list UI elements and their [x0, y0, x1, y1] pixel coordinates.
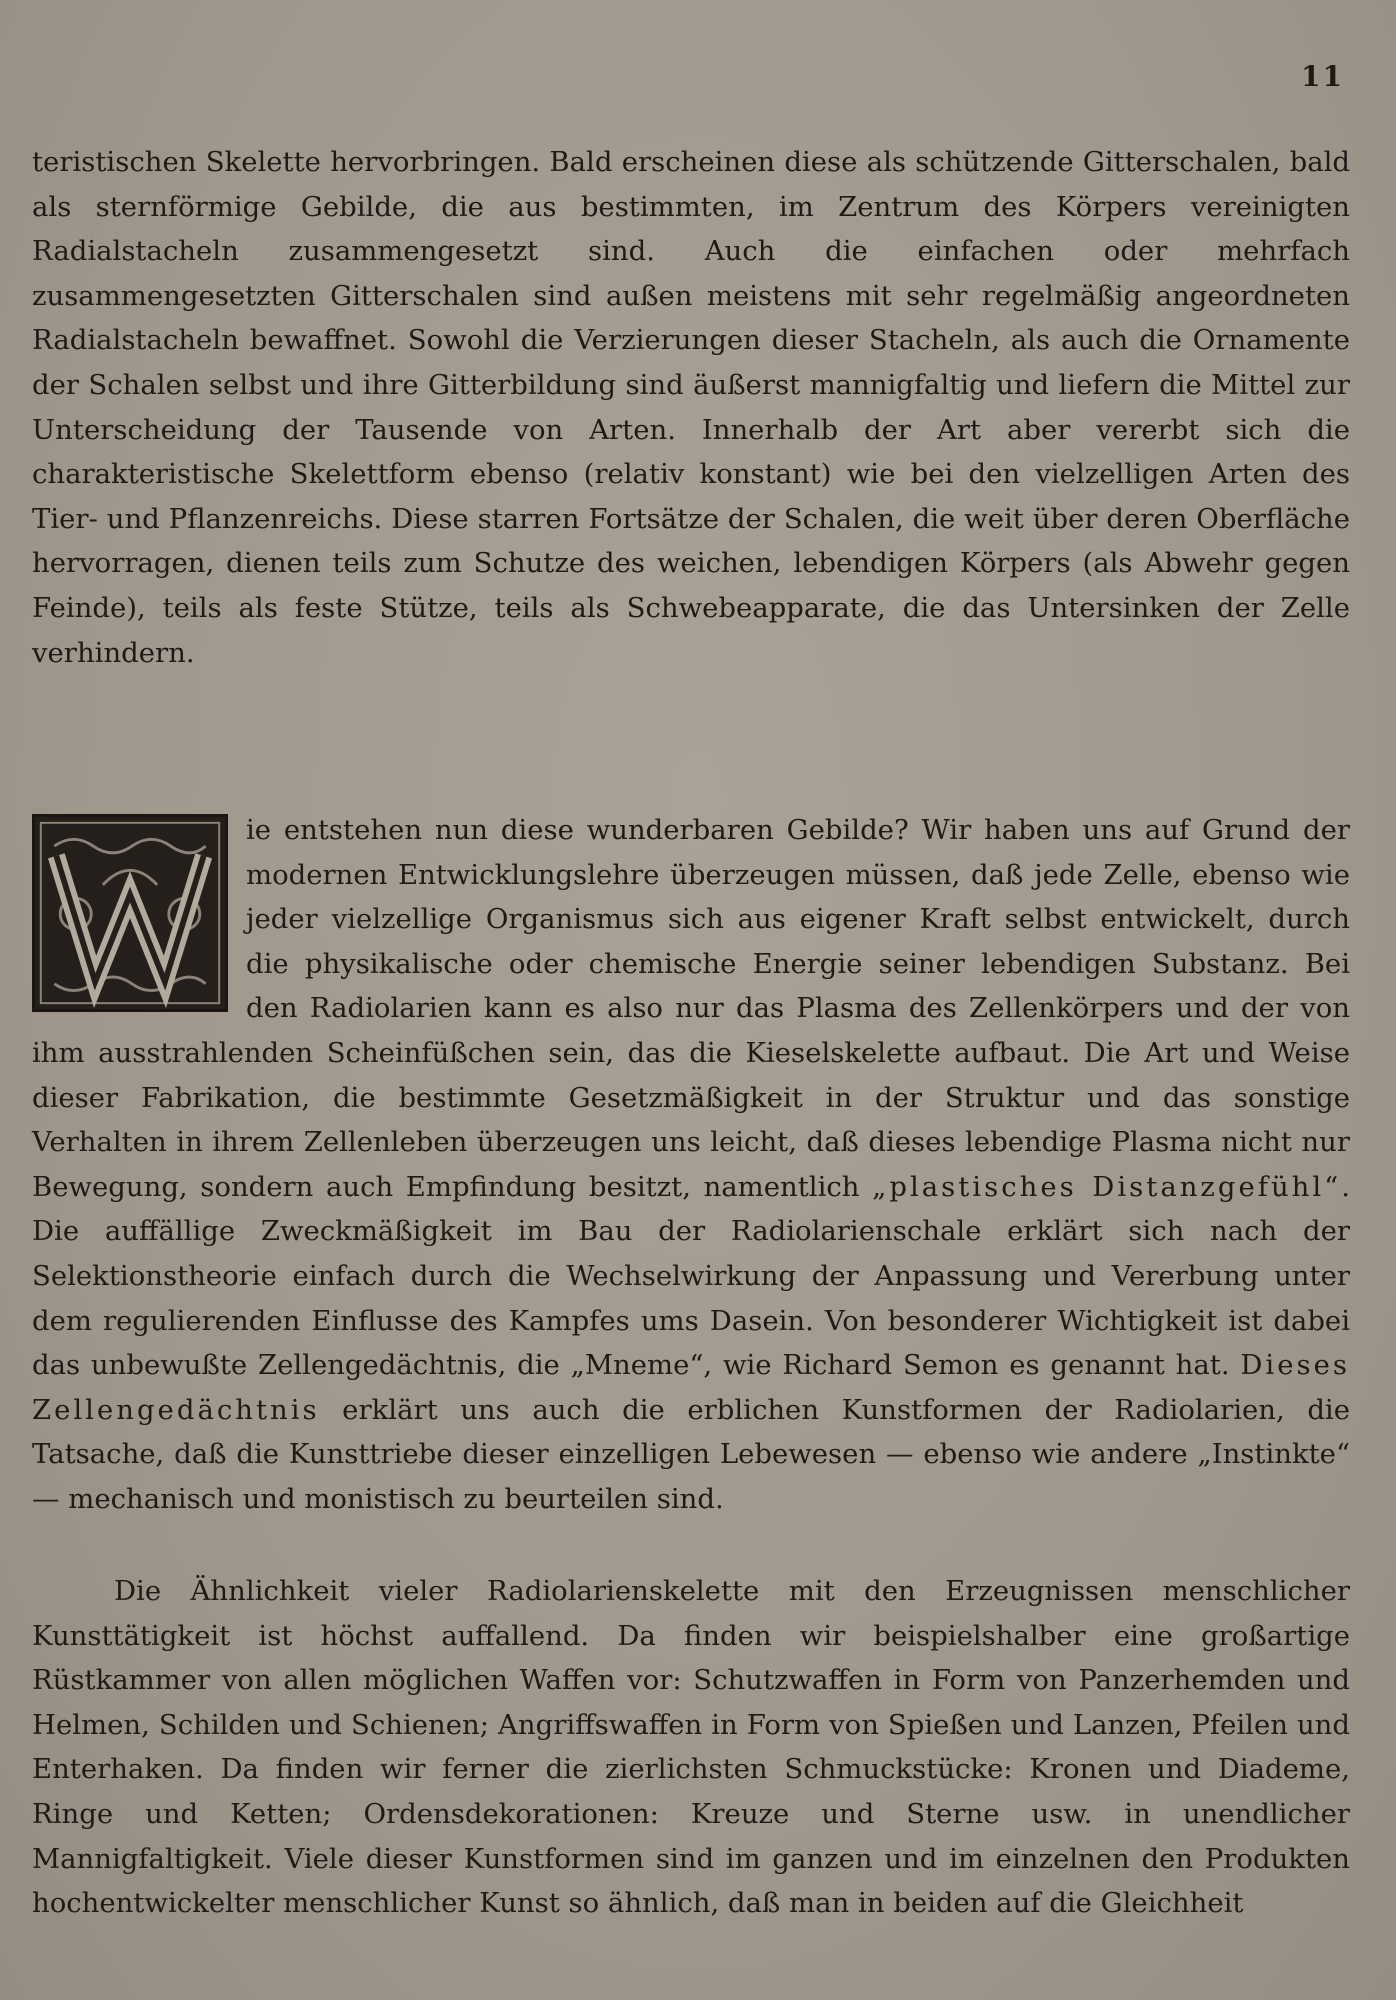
- paragraph-3-text: Die Ähnlichkeit vieler Radiolarienskelette mit den Erzeugnissen menschlicher Kunsttätigkeit ist höchst auffallend. Da finden wir beispielshalber eine großartige Rüstkammer von allen möglichen Waffen vor: Schutzwaffen in Form von Panzerhemden und Helmen, Schilden und Schienen; Angriffswaffen in Form von Spießen und Lanzen, Pfeilen und Enterhaken. Da finden wir ferner die zierlichsten Schmuckstücke: Kronen und Diademe, Ringe und Ketten; Ordensdekorationen: Kreuze und Sterne usw. in unendlicher Mannigfaltigkeit. Viele dieser Kunstformen sind im ganzen und im einzelnen den Produkten hochentwickelter menschlicher Kunst so ähnlich, daß man in beiden auf die Gleichheit: [32, 1575, 1350, 1920]
- paragraph-1-text: teristischen Skelette hervorbringen. Bald erscheinen diese als schützende Gitterschalen, bald als sternförmige Gebilde, die aus bestimmten, im Zentrum des Körpers vereinigten Radialstacheln zusammengesetzt sind. Auch die einfachen oder mehrfach zusammengesetzten Gitterschalen sind außen meistens mit sehr regelmäßig angeordneten Radialstacheln bewaffnet. Sowohl die Verzierungen dieser Stacheln, als auch die Ornamente der Schalen selbst und ihre Gitterbildung sind äußerst mannigfaltig und liefern die Mittel zur Unterscheidung der Tausende von Arten. Innerhalb der Art aber vererbt sich die charakteristische Skelettform ebenso (relativ konstant) wie bei den vielzelligen Arten des Tier- und Pflanzenreichs. Diese starren Fortsätze der Schalen, die weit über deren Oberfläche hervorragen, dienen teils zum Schutze des weichen, lebendigen Körpers (als Abwehr gegen Feinde), teils als feste Stütze, teils als Schwebeapparate, die das Untersinken der Zelle verhindern.: [32, 146, 1350, 669]
- paragraph-2-text: [32, 808, 1350, 1522]
- emphasis-distanzgefuehl: „plastisches Distanzgefühl“: [872, 1170, 1342, 1203]
- paragraph-2-part-a: ie entstehen nun diese wunderbaren Gebilde? Wir haben uns auf Grund der modernen Entwicklungslehre überzeugen müssen, daß jede Zelle, ebenso wie jeder vielzellige Organismus sich aus eigener Kraft selbst entwickelt, durch die physikalische oder chemische Energie seiner lebendigen Substanz. Bei den Radiolarien kann es also nur das Plasma des Zellenkörpers und der von ihm ausstrahlenden Scheinfüßchen sein, das die Kieselskelette aufbaut. Die Art und Weise dieser Fabrikation, die bestimmte Gesetzmäßigkeit in der Struktur und das sonstige Verhalten in ihrem Zellenleben überzeugen uns leicht, daß dieses lebendige Plasma nicht nur Bewegung, sondern auch Empfindung besitzt, namentlich: [32, 814, 1350, 1203]
- paragraph-2-part-b: . Die auffällige Zweckmäßigkeit im Bau der Radiolarienschale erklärt sich nach der Selektionstheorie einfach durch die Wechselwirkung der Anpassung und Vererbung unter dem regulierenden Einflusse des Kampfes ums Dasein. Von besonderer Wichtigkeit ist dabei das unbewußte Zellengedächtnis, die „Mneme“, wie Richard Semon es genannt hat.: [32, 1170, 1350, 1382]
- paragraph-1: [32, 140, 1350, 675]
- emphasis-zellengedaechtnis: Dieses Zellengedächtnis: [32, 1349, 1350, 1426]
- letter-w-glyph: [35, 817, 225, 1009]
- decorated-initial-w: [32, 814, 228, 1012]
- paragraph-2: [32, 808, 1350, 1522]
- paragraph-2-part-c: erklärt uns auch die erblichen Kunstformen der Radiolarien, die Tatsache, daß die Kunsttriebe dieser einzelligen Lebewesen — ebenso wie andere „Instinkte“ — mechanisch und monistisch zu beurteilen sind.: [32, 1393, 1350, 1515]
- page-number: 11: [1301, 60, 1344, 93]
- paragraph-3: [32, 1569, 1350, 1926]
